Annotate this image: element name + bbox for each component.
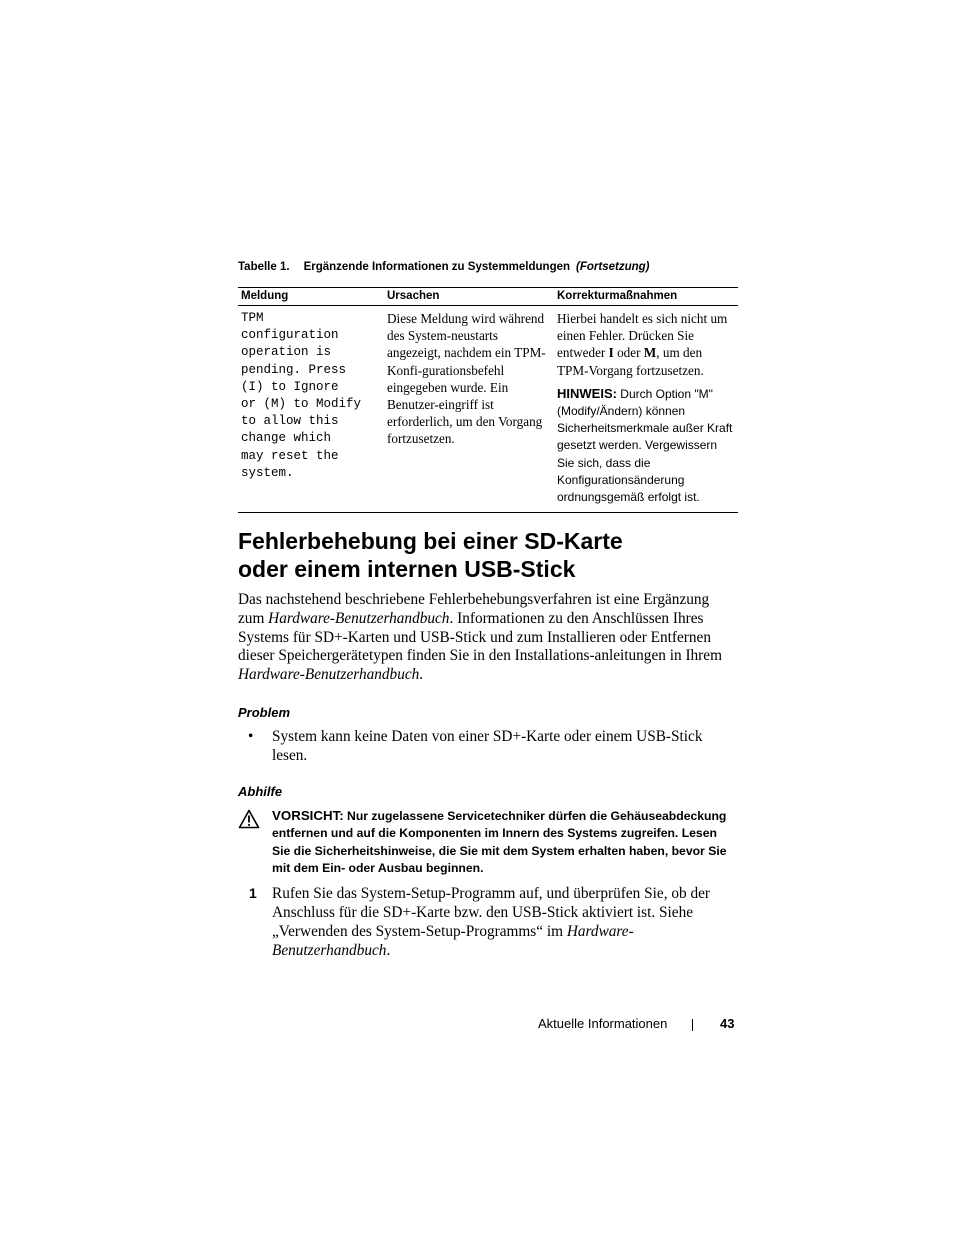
footer-title: Aktuelle Informationen	[538, 1016, 668, 1031]
step-text: Rufen Sie das System-Setup-Programm auf, und überprüfen Sie, ob der Anschluss für die SD+-Karte bzw. den USB-Stick aktiviert ist. Siehe „Verwenden des System-Setup-Programms“ im	[272, 885, 711, 940]
warning-triangle-icon	[238, 809, 260, 829]
page-footer	[538, 1016, 738, 1036]
bullet: •	[248, 728, 254, 745]
fix-text-part: , um den TPM-Vorgang fortzusetzen.	[557, 345, 704, 378]
note-label: HINWEIS:	[557, 385, 617, 401]
caution-label: VORSICHT:	[272, 808, 344, 823]
intro-text: Das nachstehend beschriebene Fehlerbehebungsverfahren ist eine Ergänzung zum	[238, 591, 710, 627]
step-end: .	[386, 942, 391, 959]
problem-list	[238, 727, 738, 765]
table-caption-label: Tabelle 1.	[238, 261, 290, 273]
step-number: 1	[249, 885, 257, 901]
key-i: I	[608, 345, 614, 361]
steps-list	[238, 884, 738, 960]
caution-notice	[238, 807, 738, 877]
note-text: Durch Option "M" (Modify/Ändern) können Sicherheitsmerkmale außer Kraft gesetzt werden. Vergewissern Sie sich, dass die Konfigurationsänderung ordnungsgemäß erfolgt ist.	[557, 386, 733, 505]
fix-cell	[554, 306, 738, 513]
column-header-cause: Ursachen	[384, 288, 554, 306]
fix-text-part: Hierbei handelt es sich nicht um einen Fehler. Drücken Sie entweder	[557, 311, 728, 361]
intro-paragraph	[238, 591, 738, 685]
intro-text: .	[419, 666, 424, 684]
fix-heading: Abhilfe	[238, 784, 283, 799]
table-row	[238, 306, 738, 513]
section-heading-line1: Fehlerbehebung bei einer SD-Karte	[238, 528, 623, 554]
manual-reference: Hardware-Benutzerhandbuch	[268, 609, 450, 627]
manual-reference: Hardware-Benutzerhandbuch	[272, 923, 634, 959]
column-header-fix: Korrekturmaßnahmen	[554, 288, 738, 306]
section-heading-line2: oder einem internen USB-Stick	[238, 556, 576, 582]
table-caption	[238, 261, 738, 273]
page-number: 43	[720, 1016, 735, 1031]
cause-cell: Diese Meldung wird während des System-neustarts angezeigt, nachdem ein TPM-Konfi-gurationsbefehl eingegeben wurde. Ein Benutzer-eingriff ist erforderlich, um den Vorgang fortzusetzen.	[384, 306, 554, 513]
problem-heading: Problem	[238, 705, 291, 720]
table-caption-title: Ergänzende Informationen zu Systemmeldungen	[303, 261, 571, 273]
column-header-message: Meldung	[238, 288, 384, 306]
system-messages-table	[238, 287, 738, 513]
table-caption-continued: (Fortsetzung)	[576, 261, 650, 273]
intro-text: . Informationen zu den Anschlüssen Ihres Systems für SD+-Karten und USB-Stick und zum Installieren oder Entfernen dieser Speichergerätetypen finden Sie in den Installations-anleitungen in Ihrem	[238, 609, 722, 665]
manual-reference: Hardware-Benutzerhandbuch	[238, 666, 420, 684]
list-item	[238, 727, 738, 765]
problem-text: System kann keine Daten von einer SD+-Karte oder einem USB-Stick lesen.	[272, 728, 703, 764]
note	[557, 385, 735, 506]
footer-divider	[692, 1019, 693, 1031]
section-heading	[238, 527, 738, 583]
key-m: M	[643, 345, 657, 361]
fix-text	[557, 310, 735, 379]
table-header-row	[238, 288, 738, 306]
caution-body: Nur zugelassene Servicetechniker dürfen die Gehäuseabdeckung entfernen und auf die Komponenten im Innern des Systems zugreifen. Lesen Sie die Sicherheitshinweise, die Sie mit dem System erhalten haben, bevor Sie mit dem Ein- oder Ausbau beginnen.	[272, 809, 727, 875]
message-cell: TPM configuration operation is pending. Press (I) to Ignore or (M) to Modify to allow this change which may reset the system.	[238, 306, 384, 513]
list-item	[238, 884, 738, 960]
caution-text	[238, 807, 738, 877]
fix-text-part: oder	[613, 345, 644, 361]
